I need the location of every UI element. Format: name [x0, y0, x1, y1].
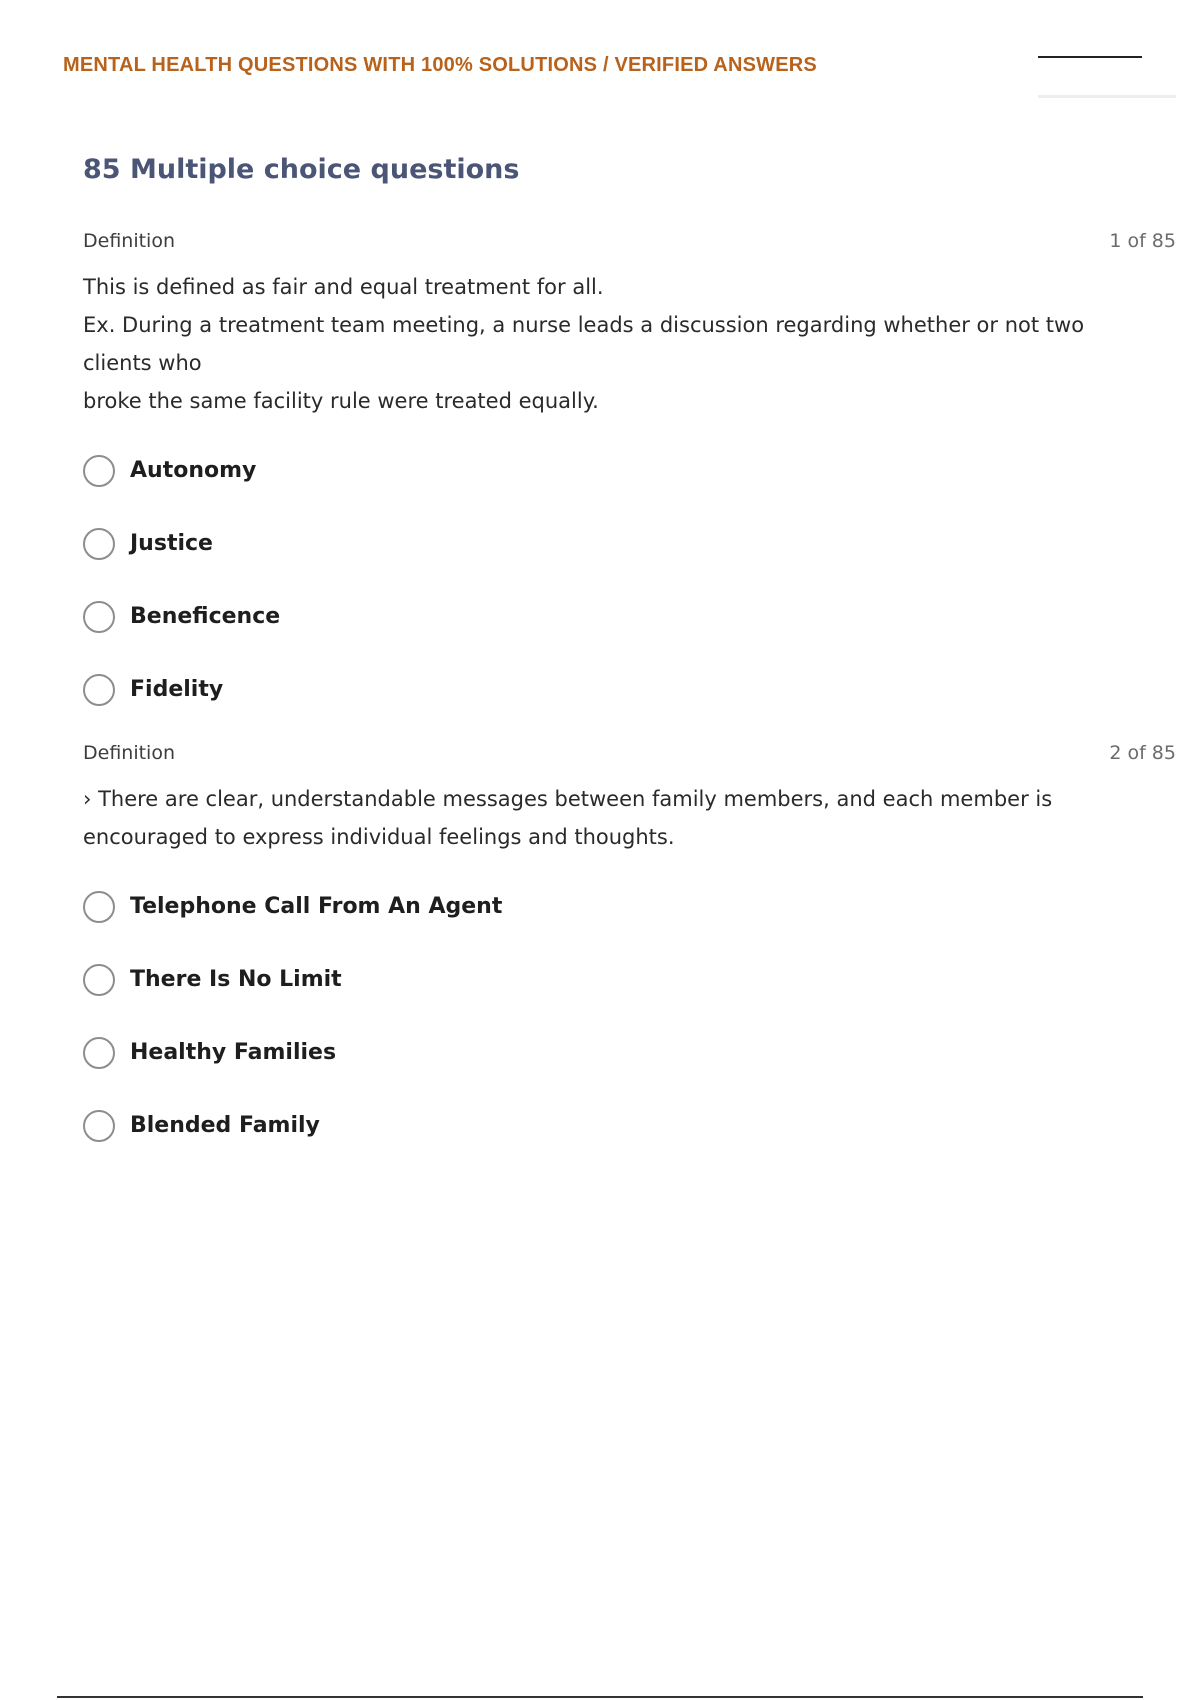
question-text-line: broke the same facility rule were treated equally.	[83, 389, 599, 413]
question-counter: 1 of 85	[1109, 230, 1176, 252]
question-counter: 2 of 85	[1109, 742, 1176, 764]
answer-option-fidelity[interactable]	[83, 653, 1176, 726]
answer-option-telephone-call[interactable]	[83, 870, 1176, 943]
answer-option-label: Justice	[130, 531, 213, 556]
answer-options	[83, 870, 1176, 1162]
answer-option-beneficence[interactable]	[83, 580, 1176, 653]
question-text	[83, 268, 1176, 420]
header-rule-bottom	[1038, 95, 1176, 98]
set-title: 85 Multiple choice questions	[83, 154, 520, 185]
answer-options	[83, 434, 1176, 726]
question-text-line: This is defined as fair and equal treatment for all.	[83, 275, 604, 299]
radio-button[interactable]	[83, 1037, 115, 1069]
radio-button[interactable]	[83, 601, 115, 633]
footer-rule	[57, 1696, 1143, 1698]
answer-option-healthy-families[interactable]	[83, 1016, 1176, 1089]
answer-option-label: Fidelity	[130, 677, 224, 702]
answer-option-label: Beneficence	[130, 604, 281, 629]
radio-button[interactable]	[83, 528, 115, 560]
question-text-line: Ex. During a treatment team meeting, a nurse leads a discussion regarding whether or not two clients who	[83, 313, 1085, 375]
question-text	[83, 780, 1176, 856]
answer-option-blended-family[interactable]	[83, 1089, 1176, 1162]
radio-button[interactable]	[83, 964, 115, 996]
radio-button[interactable]	[83, 1110, 115, 1142]
answer-option-label: Blended Family	[130, 1113, 320, 1138]
question-header	[83, 230, 1176, 260]
answer-option-label: Healthy Families	[130, 1040, 337, 1065]
question-card-2	[83, 742, 1176, 1162]
question-header	[83, 742, 1176, 772]
answer-option-autonomy[interactable]	[83, 434, 1176, 507]
radio-button[interactable]	[83, 891, 115, 923]
answer-option-label: There Is No Limit	[130, 967, 342, 992]
answer-option-justice[interactable]	[83, 507, 1176, 580]
answer-option-no-limit[interactable]	[83, 943, 1176, 1016]
radio-button[interactable]	[83, 674, 115, 706]
answer-option-label: Telephone Call From An Agent	[130, 894, 503, 919]
question-text-line: › There are clear, understandable messages between family members, and each member is encouraged to express individual feelings and thoughts.	[83, 787, 1053, 849]
document-header-title: MENTAL HEALTH QUESTIONS WITH 100% SOLUTIONS / VERIFIED ANSWERS	[63, 54, 817, 76]
question-card-1	[83, 230, 1176, 726]
header-rule-top	[1038, 56, 1142, 58]
answer-option-label: Autonomy	[130, 458, 257, 483]
question-set	[83, 150, 1176, 1162]
question-type-label: Definition	[83, 742, 176, 764]
question-type-label: Definition	[83, 230, 176, 252]
radio-button[interactable]	[83, 455, 115, 487]
